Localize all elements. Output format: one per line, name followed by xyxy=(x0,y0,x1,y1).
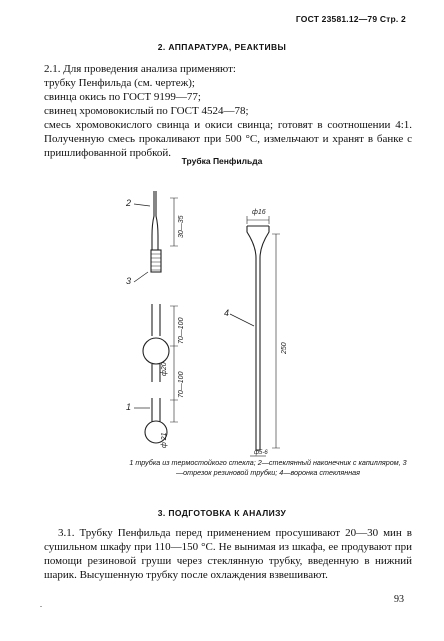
dim-label: ф5-6 xyxy=(254,450,268,456)
section-3-heading: 3. ПОДГОТОВКА К АНАЛИЗУ xyxy=(157,508,287,518)
rubber-tube-shape xyxy=(151,250,161,272)
callout-2-label: 2 xyxy=(126,198,132,208)
section-2-body xyxy=(44,62,412,160)
section-3-body: 3.1. Трубку Пенфильда перед применением просушивают 20—30 мин в сушильном шкафу при 110—150 °С. Не вынимая из шкафа, ее продувают при помощи резиновой груши через стеклянную трубку, введенную в нижний шарик. Высушенную трубку после охлаждения взвешивают. xyxy=(44,527,412,581)
paragraph-line: свинца окись по ГОСТ 9199—77; xyxy=(44,91,201,103)
page-header: ГОСТ 23581.12—79 Стр. 2 xyxy=(295,14,406,24)
dim-label: 70—100 xyxy=(178,371,185,398)
capillary-tip-shape xyxy=(152,191,158,250)
callout-3-label: 3 xyxy=(126,276,132,286)
dim-label: ф16 xyxy=(252,209,266,216)
dim-label: 70—100 xyxy=(178,317,185,344)
funnel-shape xyxy=(247,226,269,450)
dim-label: ф20 xyxy=(161,362,168,376)
penfield-tube-drawing xyxy=(104,186,344,458)
paragraph-line: 2.1. Для проведения анализа применяют: xyxy=(44,63,236,75)
footer-mark: . xyxy=(40,600,42,609)
section-2-heading: 2. АППАРАТУРА, РЕАКТИВЫ xyxy=(157,42,287,52)
paragraph-line: смесь хромовокислого свинца и окиси свинца; готовят в соотношении 4:1. Полученную смесь прокаливают при 500 °С, измельчают и хранят в банке с пришлифованной пробкой. xyxy=(44,119,412,159)
callout-4-label: 4 xyxy=(224,308,230,318)
dim-label: 250 xyxy=(281,342,288,354)
paragraph-line: трубку Пенфильда (см. чертеж); xyxy=(44,77,195,89)
figure-caption: 1 трубка из термостойкого стекла; 2—стеклянный наконечник с капилляром, 3—отрезок резиновой трубки; 4—воронка стеклянная xyxy=(129,458,407,477)
dim-label: ф 21 xyxy=(161,432,168,448)
paragraph-line: свинец хромовокислый по ГОСТ 4524—78; xyxy=(44,105,249,117)
callout-1-label: 1 xyxy=(126,402,132,412)
figure-title: Трубка Пенфильда xyxy=(181,156,263,166)
dim-label: 30—35 xyxy=(178,215,185,238)
page-number: 93 xyxy=(394,594,404,605)
